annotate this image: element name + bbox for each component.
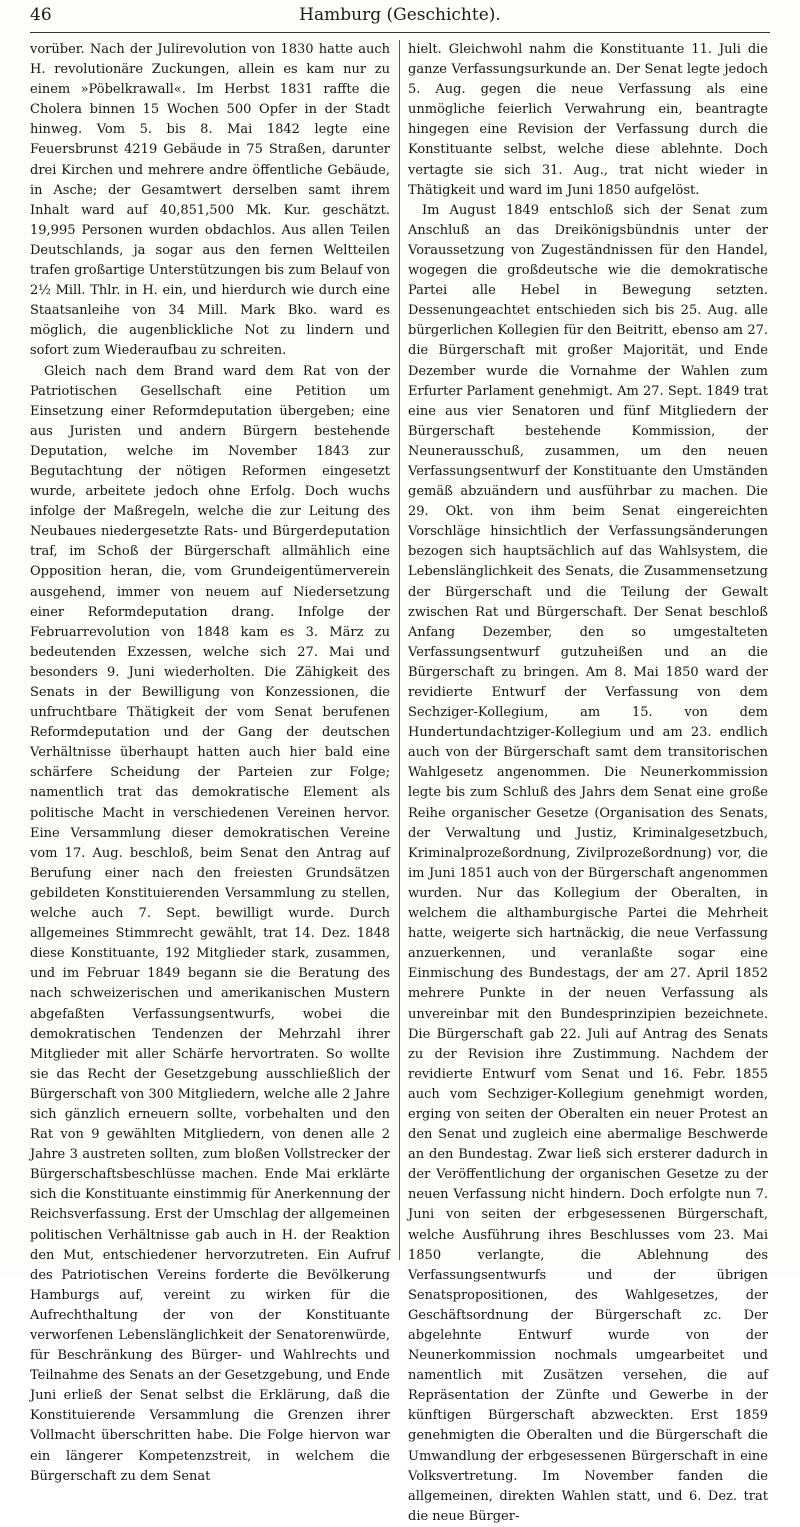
paragraph: Gleich nach dem Brand ward dem Rat von der Patriotischen Gesellschaft eine Petition um Einsetzung einer Reformdeputation übergeben; eine aus Juristen und andern Bürgern bestehende Deputation, welche im November 1843 zur Begutachtung der nötigen Reformen eingesetzt wurde, arbeitete jedoch ohne Erfolg. Doch wuchs infolge der Maßregeln, welche die zur Leitung des Neubaues niedergesetzte Rats- und Bürgerdeputation traf, im Schoß der Bürgerschaft allmählich eine Opposition heran, die, vom Grundeigentümerverein ausgehend, immer von neuem auf Niedersetzung einer Reformdeputation drang. Infolge der Februarrevolution von 1848 kam es 3. März zu bedeutenden Exzessen, welche sich 27. Mai und besonders 9. Juni wiederholten. Die Zähigkeit des Senats in der Bewilligung von Konzessionen, die unfruchtbare Thätigkeit der vom Senat berufenen Reformdeputation und der Gang der deutschen Verhältnisse überhaupt hatten auch hier bald eine schärfere Scheidung der Parteien zur Folge; namentlich trat das demokratische Element als politische Macht in verschiedenen Vereinen hervor. Eine Versammlung dieser demokratischen Vereine vom 17. Aug. beschloß, beim Senat den Antrag auf Berufung einer nach den freiesten Grundsätzen gebildeten Konstituierenden Versammlung zu stellen, welche auch 7. Sept. bewilligt wurde. Durch allgemeines Stimmrecht gewählt, trat 14. Dez. 1848 diese Konstituante, 192 Mitglieder stark, zusammen, und im Februar 1849 begann sie die Beratung des nach schweizerischen und amerikanischen Mustern abgefaßten Verfassungsentwurfs, wobei die demokratischen Tendenzen der Mehrzahl ihrer Mitglieder mit aller Schärfe hervortraten. So wollte sie das Recht der Gesetzgebung ausschließlich der Bürgerschaft von 300 Mitgliedern, welche alle 2 Jahre sich gänzlich erneuern sollte, vorbehalten und den Rat von 9 gewählten Mitgliedern, von denen alle 2 Jahre 3 austreten sollten, zum bloßen Vollstrecker der Bürgerschaftsbeschlüsse machen. Ende Mai erklärte sich die Konstituante einstimmig für Anerkennung der Reichsverfassung. Erst der Umschlag der allgemeinen politischen Verhältnisse gab auch in H. der Reaktion den Mut, entschiedener hervorzutreten. Ein Aufruf des Patriotischen Vereins forderte die Bevölkerung Hamburgs auf, vereint zu wirken für die Aufrechthaltung der von der Konstituante verworfenen Lebenslänglichkeit der Senatorenwürde, für Beschränkung des Bürger- und Wahlrechts und Teilnahme des Senats an der Gesetzgebung, und Ende Juni erließ der Senat selbst die Erklärung, daß die Konstituierende Versammlung die Grenzen ihrer Vollmacht überschritten habe. Die Folge hiervon war ein längerer Kompetenzstreit, in welchem die Bürgerschaft zu dem Senat bbox=[30, 363, 390, 1484]
page-number: 46 bbox=[30, 5, 52, 25]
right-column bbox=[408, 40, 768, 1524]
running-head: Hamburg (Geschichte). bbox=[299, 5, 501, 25]
column-divider bbox=[399, 40, 400, 1260]
paragraph: hielt. Gleichwohl nahm die Konstituante 11. Juli die ganze Verfassungsurkunde an. Der Senat legte jedoch 5. Aug. gegen die neue Verfassung als eine unmögliche feierlich Verwahrung ein, beantragte hingegen eine Revision der Verfassung durch die Konstituante selbst, welche diese ablehnte. Doch vertagte sie sich 31. Aug., trat nicht wieder in Thätigkeit und ward im Juni 1850 aufgelöst. bbox=[408, 42, 768, 198]
paragraph: vorüber. Nach der Julirevolution von 1830 hatte auch H. revolutionäre Zuckungen, allein es kam nur zu einem »Pöbelkrawall«. Im Herbst 1831 raffte die Cholera binnen 15 Wochen 500 Opfer in der Stadt hinweg. Vom 5. bis 8. Mai 1842 legte eine Feuersbrunst 4219 Gebäude in 75 Straßen, darunter drei Kirchen und mehrere andre öffentliche Gebäude, in Asche; der Gesamtwert derselben samt ihrem Inhalt ward auf 40,851,500 Mk. Kur. geschätzt. 19,995 Personen wurden obdachlos. Aus allen Teilen Deutschlands, ja sogar aus den fernen Weltteilen trafen großartige Unterstützungen bis zum Belauf von 2½ Mill. Thlr. in H. ein, und hierdurch wie durch eine Staatsanleihe von 34 Mill. Mark Bko. ward es möglich, die augenblickliche Not zu lindern und sofort zum Wiederaufbau zu schreiten. bbox=[30, 42, 390, 359]
left-column bbox=[30, 40, 390, 1484]
page-header bbox=[30, 5, 770, 29]
paragraph: Im August 1849 entschloß sich der Senat zum Anschluß an das Dreikönigsbündnis unter der Voraussetzung von Zugeständnissen für den Handel, wogegen die großdeutsche wie die demokratische Partei alle Hebel in Bewegung setzten. Dessenungeachtet entschieden sich bis 25. Aug. alle bürgerlichen Kollegien für den Beitritt, ebenso am 27. die Bürgerschaft mit großer Majorität, und Ende Dezember wurde die Vornahme der Wahlen zum Erfurter Parlament genehmigt. Am 27. Sept. 1849 trat eine aus vier Senatoren und fünf Mitgliedern der Bürgerschaft bestehende Kommission, der Neunerausschuß, zusammen, um den neuen Verfassungsentwurf der Konstituante den Umständen gemäß abzuändern und ausführbar zu machen. Die 29. Okt. von ihm beim Senat eingereichten Vorschläge hinsichtlich der Verfassungsänderungen bezogen sich hauptsächlich auf das Wahlsystem, die Lebenslänglichkeit des Senats, die Zusammensetzung der Bürgerschaft und die Teilung der Gewalt zwischen Rat und Bürgerschaft. Der Senat beschloß Anfang Dezember, den so umgestalteten Verfassungsentwurf gutzuheißen und an die Bürgerschaft zu bringen. Am 8. Mai 1850 ward der revidierte Entwurf der Verfassung von dem Sechziger-Kollegium, am 15. von dem Hundertundachtziger-Kollegium und am 23. endlich auch von der Bürgerschaft samt dem transitorischen Wahlgesetz angenommen. Die Neunerkommission legte bis zum Schluß des Jahrs dem Senat eine große Reihe organischer Gesetze (Organisation des Senats, der Verwaltung und Justiz, Kriminalgesetzbuch, Kriminalprozeßordnung, Zivilprozeßordnung) vor, die im Juni 1851 auch von der Bürgerschaft angenommen wurden. Nur das Kollegium der Oberalten, in welchem die althamburgische Partei die Mehrheit hatte, weigerte sich hartnäckig, die neue Verfassung anzuerkennen, und veranlaßte sogar eine Einmischung des Bundestags, der am 27. April 1852 mehrere Punkte in der neuen Verfassung als unvereinbar mit den Bundesprinzipien bezeichnete. Die Bürgerschaft gab 22. Juli auf Antrag des Senats zu der Revision ihre Zustimmung. Nachdem der revidierte Entwurf vom Senat und 16. Febr. 1855 auch vom Sechziger-Kollegium genehmigt worden, erging von seiten der Oberalten ein neuer Protest an den Senat und zugleich eine abermalige Beschwerde an den Bundestag. Zwar ließ sich ersterer dadurch in der Veröffentlichung der organischen Gesetze zu der neuen Verfassung nicht hindern. Doch erfolgte nun 7. Juni von seiten der erbgesessenen Bürgerschaft, welche Ausführung ihres Beschlusses vom 23. Mai 1850 verlangte, die Ablehnung des Verfassungsentwurfs und der übrigen Senatspropositionen, des Wahlgesetzes, der Geschäftsordnung der Bürgerschaft zc. Der abgelehnte Entwurf wurde von der Neunerkommission nochmals umgearbeitet und namentlich mit Zusätzen versehen, die auf Repräsentation der Zünfte und Gewerbe in der künftigen Bürgerschaft abzweckten. Erst 1859 genehmigten die Oberalten und die Bürgerschaft die Umwandlung der erbgesessenen Bürgerschaft in eine Volksvertretung. Im November fanden die allgemeinen, direkten Wahlen statt, und 6. Dez. trat die neue Bürger- bbox=[408, 202, 768, 1524]
header-rule bbox=[30, 32, 770, 33]
